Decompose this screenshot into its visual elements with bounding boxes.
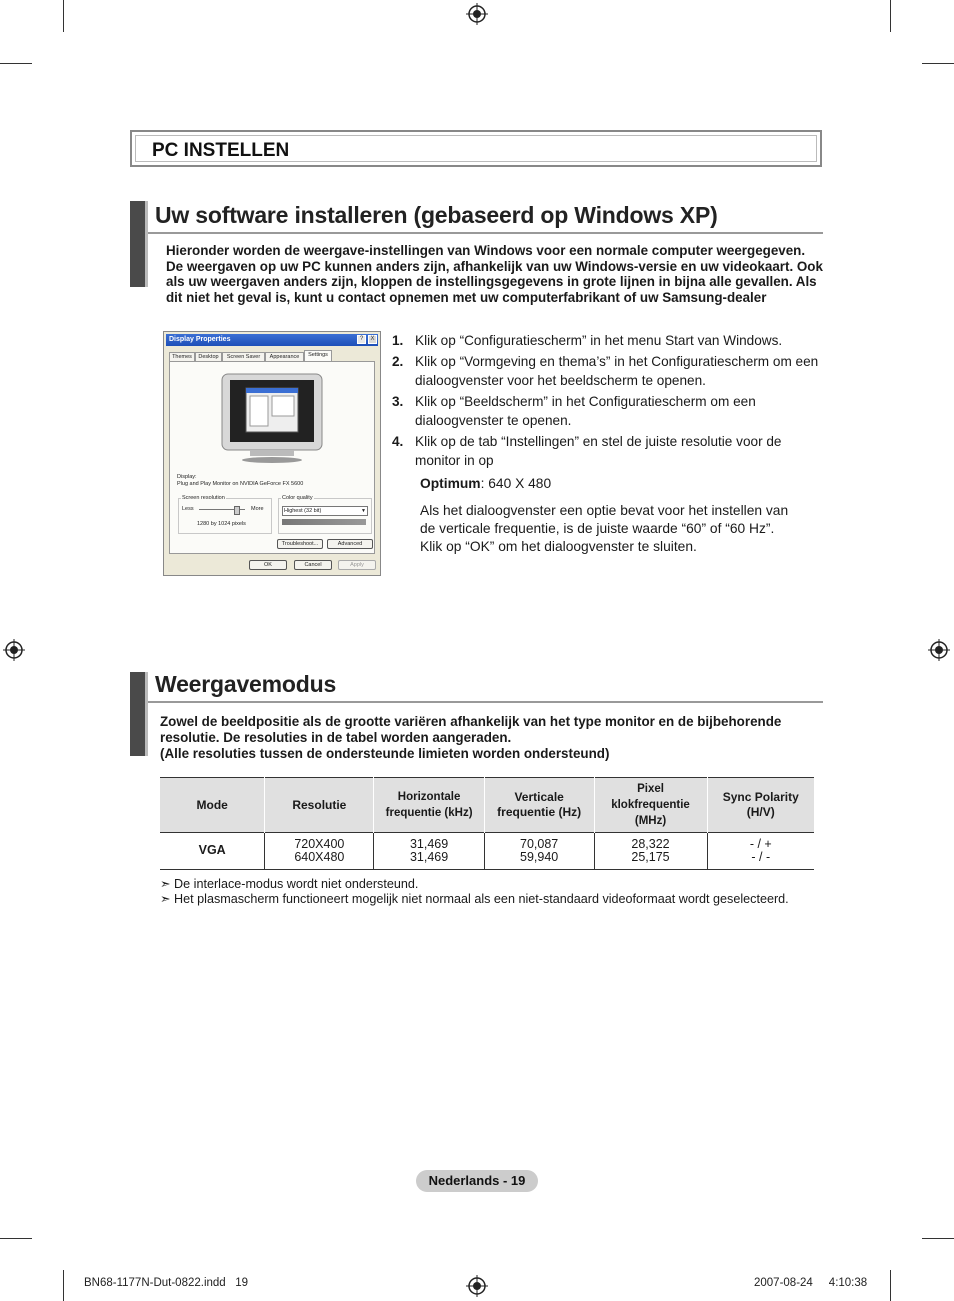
optimum-value: : 640 X 480 (480, 476, 552, 491)
note-interlace: ➣ De interlace-modus wordt niet ondersteund. (160, 877, 419, 891)
cell-value: - / - (751, 850, 771, 864)
monitor-icon (220, 372, 324, 464)
step-text: Klik op “Vormgeving en thema’s” in het Configuratiescherm om een dialoogvenster voor het beeldscherm te openen. (415, 354, 819, 388)
header-text: Horizontale (397, 791, 461, 803)
resolution-value: 1280 by 1024 pixels (197, 521, 246, 527)
header-text: Resolutie (292, 797, 347, 812)
more-label: More (251, 506, 264, 512)
header-text: Mode (196, 797, 228, 812)
less-label: Less (182, 506, 194, 512)
table-header-row (160, 778, 814, 833)
header-text: frequentie (kHz) (385, 807, 473, 819)
crop-mark-icon (63, 0, 64, 32)
datetime-slug: 2007-08-24 4:10:38 (754, 1277, 868, 1289)
step-number: 1. (392, 333, 404, 348)
registration-mark-icon (928, 639, 950, 661)
registration-mark-icon (3, 639, 25, 661)
heading-rule (148, 701, 823, 703)
header-text: frequentie (Hz) (497, 805, 582, 819)
weergave-intro (160, 714, 820, 762)
list-item (392, 432, 824, 470)
color-quality-value: Highest (32 bit) (284, 508, 322, 514)
header-text: Verticale (514, 790, 564, 804)
heading-bar (130, 201, 148, 287)
cell-value: 640X480 (294, 850, 345, 864)
dialog-tab-themes: Themes (169, 352, 195, 361)
header-resolutie (265, 778, 374, 833)
cell-value: 720X400 (294, 836, 345, 851)
intro-line: (Alle resoluties tussen de ondersteunde limieten worden ondersteund) (160, 746, 610, 761)
troubleshoot-button[interactable]: Troubleshoot... (277, 539, 323, 549)
cell-value: 28,322 (631, 836, 670, 851)
steps-list (392, 331, 824, 472)
table-row (160, 833, 814, 870)
section-title: PC INSTELLEN (152, 140, 290, 161)
registration-mark-icon (466, 3, 488, 25)
apply-button[interactable]: Apply (338, 560, 376, 570)
dialog-tab-appearance: Appearance (265, 352, 304, 361)
intro-line: De weergaven op uw PC kunnen anders zijn, afhankelijk van uw Windows-versie en uw videokaart. Ook (166, 258, 823, 274)
registration-mark-icon (466, 1275, 488, 1297)
intro-line: Hieronder worden de weergave-instellingen van Windows voor een normale computer weergegeven. (166, 243, 806, 258)
dialog-title: Display Properties (169, 336, 231, 343)
display-properties-dialog (163, 331, 381, 576)
file-slug: BN68-1177N-Dut-0822.indd 19 (84, 1277, 249, 1289)
help-icon: ? (357, 335, 366, 344)
cell-value: 31,469 (409, 850, 449, 864)
intro-line: dit niet het geval is, kunt u contact opnemen met uw computerfabrikant of uw Samsung-dealer (166, 289, 767, 305)
header-text: Pixel (637, 783, 664, 795)
advanced-button[interactable]: Advanced (327, 539, 373, 549)
note-plasma: ➣ Het plasmascherm functioneert mogelijk niet normaal als een niet-standaard videoformaat wordt geselecteerd. (160, 892, 789, 906)
section-header (130, 130, 822, 167)
list-item (392, 352, 824, 390)
color-quality-select[interactable] (282, 506, 368, 516)
cell-pixel (594, 833, 707, 870)
step-text: Klik op “Beeldscherm” in het Configuratiescherm om een dialoogvenster te openen. (415, 394, 756, 428)
header-pixel (594, 778, 707, 833)
step-number: 3. (392, 394, 404, 409)
display-modes-table (160, 777, 814, 870)
step-text: Klik op de tab “Instellingen” en stel de juiste resolutie voor de monitor in op (415, 434, 782, 468)
optimum-label: Optimum (420, 476, 481, 491)
cell-sync (707, 833, 814, 870)
header-text: (MHz) (634, 815, 667, 827)
software-intro (166, 243, 826, 305)
frequency-note: Als het dialoogvenster een optie bevat voor het instellen van de verticale frequentie, is de juiste waarde “60” of “60 Hz”. Klik op “OK” om het dialoogvenster te sluiten. (420, 503, 789, 554)
crop-mark-icon (63, 1270, 64, 1301)
crop-mark-icon (890, 1270, 891, 1301)
resolution-group (178, 495, 272, 534)
header-sync (707, 778, 814, 833)
color-bar (282, 519, 366, 525)
resolution-label: Screen resolution (182, 495, 225, 501)
crop-mark-icon (0, 63, 32, 64)
dialog-tab-desktop: Desktop (195, 352, 222, 361)
display-label: Display: (177, 474, 197, 480)
cell-value: 25,175 (631, 850, 670, 864)
cell-mode: VGA (198, 843, 226, 858)
list-item (392, 331, 824, 350)
intro-line: resolutie. De resoluties in de tabel worden aangeraden. (160, 730, 512, 745)
step-number: 4. (392, 434, 404, 449)
intro-line: Zowel de beeldpositie als de grootte variëren afhankelijk van het type monitor en de bijbehorende (160, 714, 782, 729)
header-horizontal (374, 778, 484, 833)
cell-value: 31,469 (409, 836, 449, 851)
header-text: klokfrequentie (611, 799, 690, 811)
page-number-badge: Nederlands - 19 (416, 1170, 538, 1192)
header-mode (160, 778, 265, 833)
crop-mark-icon (890, 0, 891, 32)
header-vertical (484, 778, 594, 833)
cell-value: 70,087 (520, 836, 559, 851)
close-icon: X (368, 335, 377, 344)
slider-thumb[interactable] (234, 506, 240, 515)
header-text: (H/V) (746, 805, 775, 819)
crop-mark-icon (922, 63, 954, 64)
optimum-line (420, 475, 551, 493)
heading-bar (130, 672, 148, 756)
cancel-button[interactable]: Cancel (294, 560, 332, 570)
intro-line: als uw weergaven anders zijn, kloppen de instellingsgegevens in grote lijnen in bijna alle gevallen. Als (166, 274, 817, 289)
color-quality-group (278, 495, 372, 534)
dialog-tab-screensaver: Screen Saver (222, 352, 265, 361)
step-text: Klik op “Configuratiescherm” in het menu Start van Windows. (415, 333, 783, 348)
dialog-settings-panel (169, 361, 375, 554)
ok-button[interactable]: OK (249, 560, 287, 570)
heading-rule (148, 232, 823, 234)
weergave-title: Weergavemodus (155, 671, 337, 697)
software-title: Uw software installeren (gebaseerd op Windows XP) (155, 202, 718, 228)
crop-mark-icon (922, 1238, 954, 1239)
cell-value: - / + (749, 836, 772, 851)
crop-mark-icon (0, 1238, 32, 1239)
header-text: Sync Polarity (722, 790, 799, 804)
list-item (392, 392, 824, 430)
display-value: Plug and Play Monitor on NVIDIA GeForce FX 5600 (177, 481, 304, 487)
color-quality-label: Color quality (282, 495, 313, 501)
chevron-down-icon: ▼ (361, 508, 366, 514)
dialog-tab-settings: Settings (304, 350, 332, 361)
cell-resolutie (265, 833, 374, 870)
cell-horizontal (374, 833, 484, 870)
cell-value: 59,940 (520, 850, 559, 864)
cell-vertical (484, 833, 594, 870)
dialog-titlebar (166, 334, 378, 346)
step-number: 2. (392, 354, 404, 369)
